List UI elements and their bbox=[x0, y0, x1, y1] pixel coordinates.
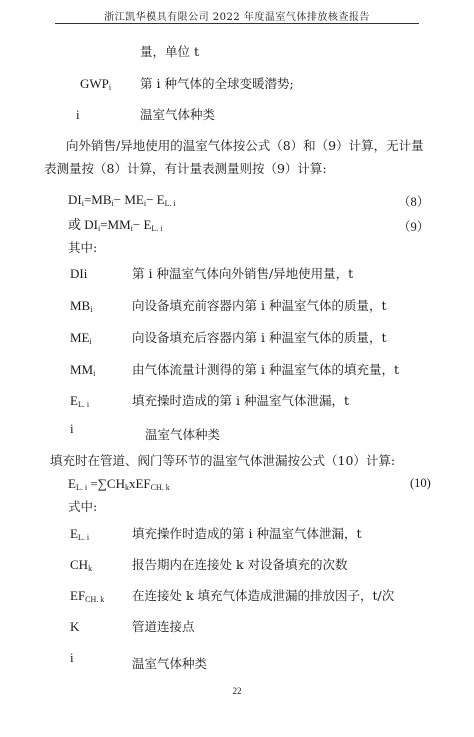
def-symbol: i bbox=[70, 421, 74, 436]
equation-10: $E_{L. i} =\sum CH_kxEF_{CH. k}$ bbox=[68, 476, 170, 492]
def-desc: 由气体流量计测得的第 i 种温室气体的填充量，t bbox=[132, 362, 399, 377]
def-symbol: $EF_{CH. k}$ bbox=[70, 588, 105, 604]
paragraph-line: 填充时在管道、阀门等环节的温室气体泄漏按公式（10）计算: bbox=[50, 453, 396, 468]
page-number: 22 bbox=[232, 686, 242, 696]
def-desc: 填充操时造成的第 i 种温室气体泄漏，t bbox=[132, 393, 349, 408]
def-desc-gwp: 第 i 种气体的全球变暖潜势; bbox=[140, 76, 294, 91]
def-symbol: $ME_i$ bbox=[70, 330, 92, 346]
def-desc: 第 i 种温室气体向外销售/异地使用量，t bbox=[132, 266, 354, 281]
def-symbol: DIi bbox=[70, 266, 88, 281]
paragraph-line: 向外销售/异地使用的温室气体按公式（8）和（9）计算，无计量 bbox=[66, 138, 424, 153]
def-symbol: K bbox=[70, 619, 80, 634]
def-desc-i: 温室气体种类 bbox=[140, 107, 216, 122]
header-rule bbox=[55, 23, 419, 24]
equation-9: 或 $DI_i=MM_i- E_{L. i}$ bbox=[68, 217, 163, 233]
def-symbol: $E_{L. i}$ bbox=[70, 526, 90, 542]
equation-9-number: （9） bbox=[398, 220, 430, 234]
def-symbol: $MM_i$ bbox=[70, 362, 96, 378]
def-desc: 填充操作时造成的第 i 种温室气体泄漏，t bbox=[132, 526, 362, 541]
where-label: 式中: bbox=[68, 499, 98, 514]
where-label: 其中: bbox=[68, 240, 98, 255]
page-header: 浙江凯华模具有限公司 2022 年度温室气体排放核查报告 bbox=[104, 12, 370, 23]
def-symbol-i: i bbox=[76, 107, 80, 122]
def-desc: 向设备填充后容器内第 i 种温室气体的质量，t bbox=[132, 330, 387, 345]
def-symbol-gwp: $GWP_i$ bbox=[80, 76, 112, 92]
def-continuation: 量，单位 t bbox=[140, 44, 199, 59]
def-symbol: $MB_i$ bbox=[70, 298, 93, 314]
def-desc: 温室气体种类 bbox=[145, 427, 221, 442]
equation-8: $DI_i=MB_i- ME_i- E_{L. i}$ bbox=[68, 192, 176, 208]
equation-8-number: （8） bbox=[398, 195, 430, 209]
def-symbol: i bbox=[70, 650, 74, 665]
def-desc: 报告期内在连接处 k 对设备填充的次数 bbox=[132, 557, 348, 572]
def-desc: 管道连接点 bbox=[132, 619, 195, 634]
equation-10-number: (10) bbox=[410, 476, 431, 490]
def-symbol: $E_{L. i}$ bbox=[70, 393, 90, 409]
paragraph-line: 表测量按（8）计算，有计量表测量则按（9）计算: bbox=[44, 161, 327, 176]
def-symbol: $CH_k$ bbox=[70, 557, 93, 573]
def-desc: 在连接处 k 填充气体造成泄漏的排放因子，t/次 bbox=[132, 588, 395, 603]
def-desc: 温室气体种类 bbox=[132, 656, 208, 671]
def-desc: 向设备填充前容器内第 i 种温室气体的质量，t bbox=[132, 298, 387, 313]
